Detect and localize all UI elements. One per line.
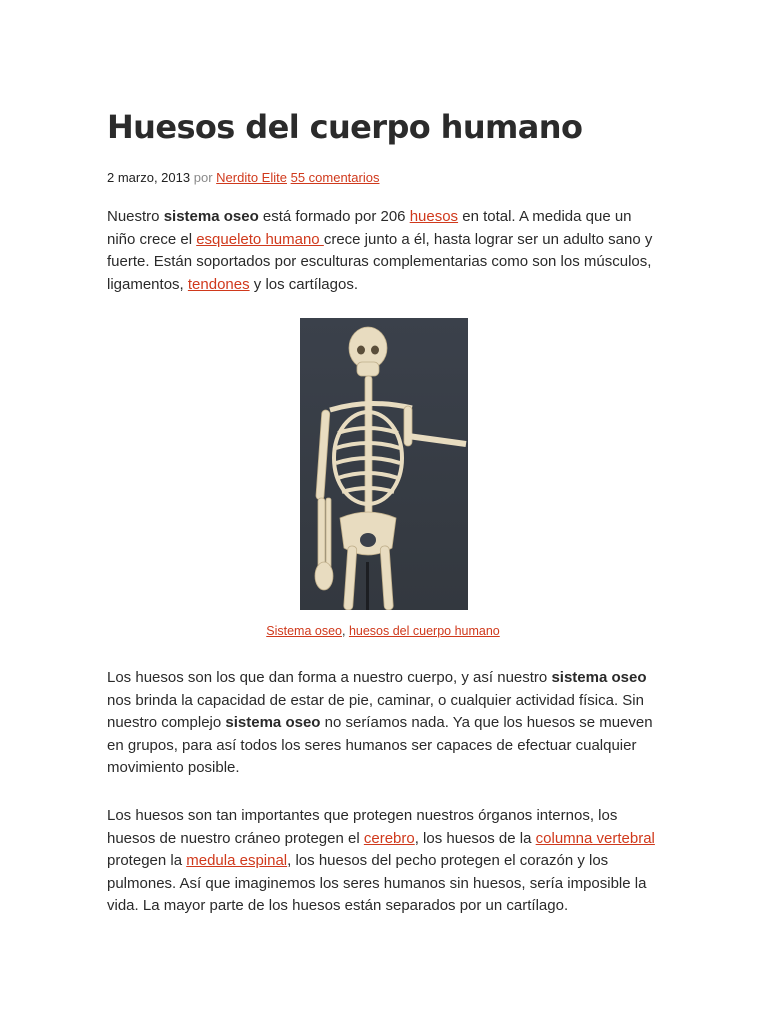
text-run: , los huesos de la bbox=[414, 829, 536, 847]
text-run: , los huesos del pecho protegen el corazón y los pulmones. Así que imaginemos los seres humanos sin huesos, sería imposible la vida. La mayor parte de los huesos están separados por un cartílago. bbox=[107, 852, 647, 914]
caption-link-sistema-oseo[interactable]: Sistema oseo bbox=[266, 624, 342, 638]
text-run: en total. A medida que un niño crece el bbox=[107, 208, 632, 248]
text-run: nos brinda la capacidad de estar de pie, caminar, o cualquier actividad física. Sin nuestro complejo bbox=[107, 691, 644, 731]
page-title: Huesos del cuerpo humano bbox=[107, 108, 583, 146]
text-run: crece junto a él, hasta lograr ser un adulto sano y fuerte. Están soportados por esculturas complementarias como son los músculos, ligamentos, bbox=[107, 230, 653, 293]
paragraph-function bbox=[107, 667, 663, 780]
comments-link[interactable]: 55 comentarios bbox=[290, 170, 380, 185]
paragraph-protection bbox=[107, 805, 663, 918]
text-run: Nuestro bbox=[107, 208, 164, 225]
text-run: Los huesos son tan importantes que protegen nuestros órganos internos, los huesos de nuestro cráneo protegen el bbox=[107, 807, 618, 847]
bold-term: sistema oseo bbox=[225, 714, 321, 731]
link-esqueleto-humano[interactable]: esqueleto humano bbox=[196, 230, 324, 248]
skeleton-illustration bbox=[300, 318, 468, 610]
caption-link-huesos-cuerpo[interactable]: huesos del cuerpo humano bbox=[348, 624, 500, 638]
text-run: y los cartílagos. bbox=[249, 275, 358, 293]
text-run: Los huesos son los que dan forma a nuestro cuerpo, y así nuestro bbox=[107, 669, 552, 686]
post-date: 2 marzo, 2013 bbox=[107, 170, 191, 185]
skeleton-photo bbox=[300, 318, 468, 610]
link-tendones[interactable]: tendones bbox=[187, 275, 250, 293]
text-run: está formado por 206 bbox=[258, 208, 410, 225]
post-meta bbox=[107, 170, 379, 185]
author-link[interactable]: Nerdito Elite bbox=[216, 170, 287, 185]
by-label: por bbox=[193, 170, 213, 185]
caption-separator: , bbox=[341, 624, 349, 638]
bold-term: sistema oseo bbox=[551, 669, 647, 686]
bold-term: sistema oseo bbox=[163, 208, 259, 225]
link-medula-espinal[interactable]: medula espinal bbox=[186, 852, 288, 869]
link-huesos[interactable]: huesos bbox=[409, 208, 459, 225]
link-cerebro[interactable]: cerebro bbox=[363, 829, 415, 847]
paragraph-intro bbox=[107, 206, 663, 296]
figure-caption bbox=[107, 624, 659, 638]
link-columna-vertebral[interactable]: columna vertebral bbox=[535, 829, 655, 847]
text-run: protegen la bbox=[107, 852, 187, 869]
text-run: no seríamos nada. Ya que los huesos se mueven en grupos, para así todos los seres humanos ser capaces de efectuar cualquier movimiento posible. bbox=[107, 714, 653, 776]
